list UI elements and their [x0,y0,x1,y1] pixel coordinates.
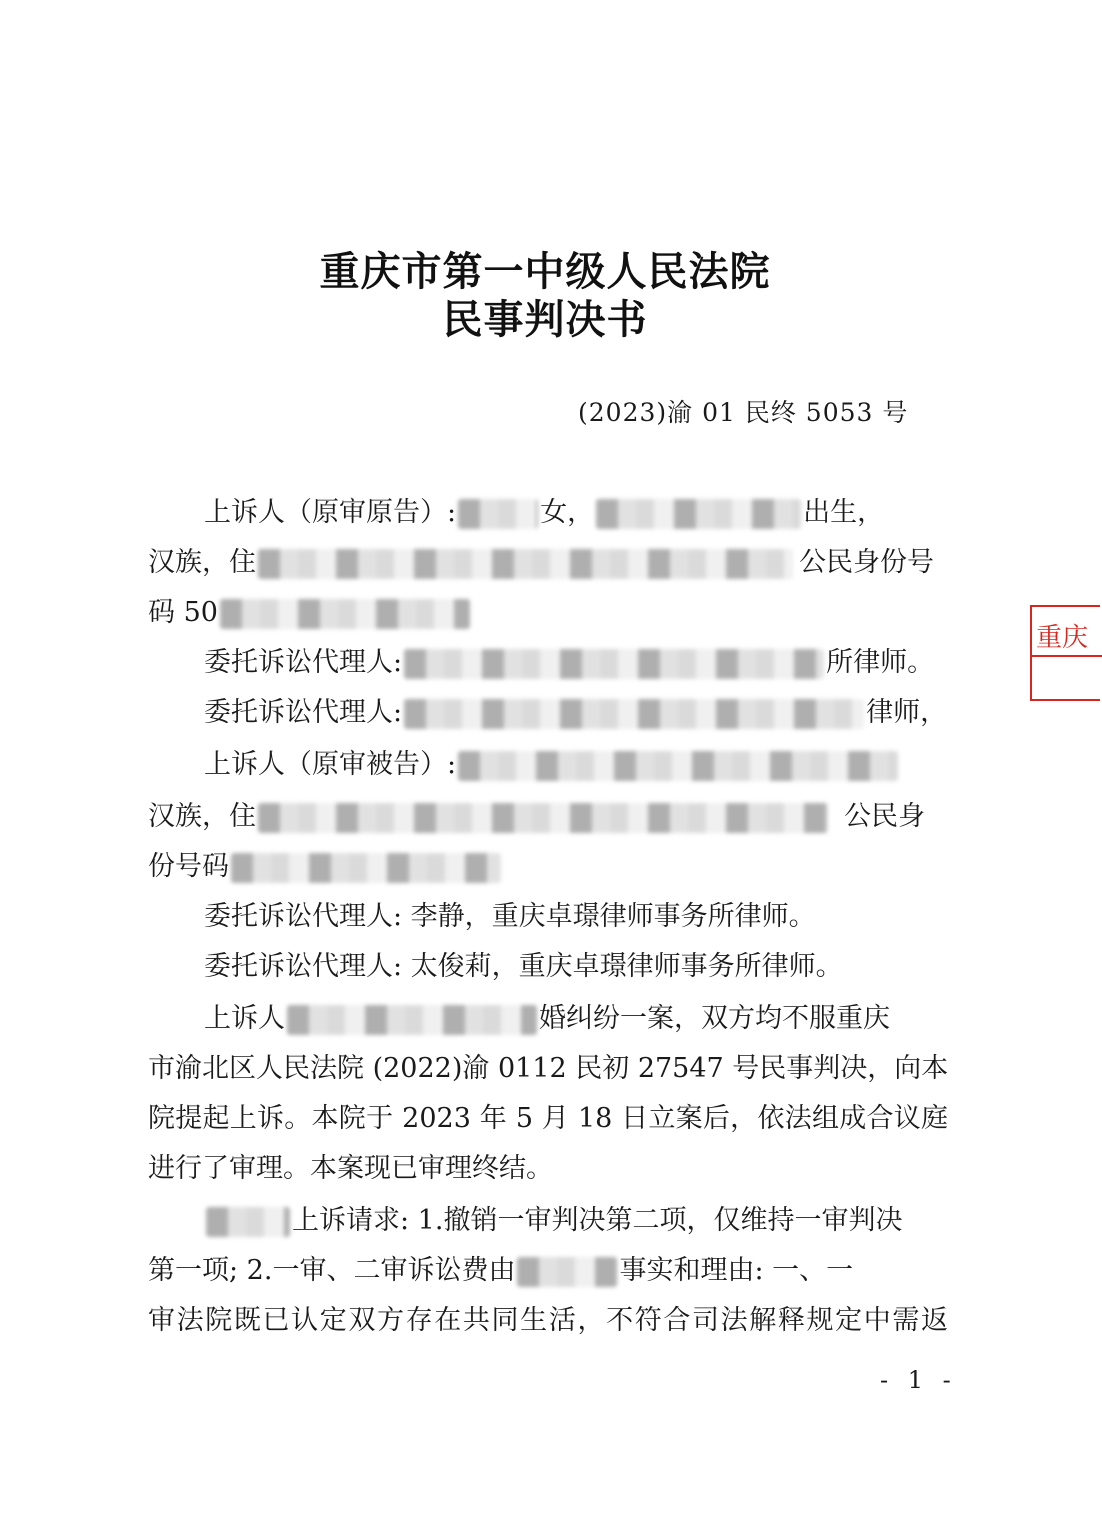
appellant2-address-line [148,794,948,840]
appellant1-born: 出生， [803,497,885,528]
para2-request: 上诉请求: 1.撤销一审判决第二项，仅维持一审判决 [292,1205,903,1236]
appellant1-id-label: 公民身份号 [799,547,934,578]
document-title: 民事判决书 [442,296,648,343]
appellant2-id-label: 公民身 [844,801,925,832]
stamp-text: 重庆 [1036,623,1089,653]
para1-line3: 院提起上诉。本院于 2023 年 5 月 18 日立案后，依法组成合议庭 [148,1103,948,1134]
para2-reasons: 事实和理由: 一、一 [619,1255,854,1286]
stamp-divider [1032,655,1102,657]
appellant2-id-cont: 份号码 [148,851,229,882]
para2-line3: 审法院既已认定双方存在共同生活，不符合司法解释规定中需返 [148,1305,948,1336]
appellant1-line [204,490,948,536]
appellant2-id-line [148,844,948,890]
redacted-address [258,549,793,579]
para1-line2: 市渝北区人民法院 (2022)渝 0112 民初 27547 号民事判决，向本 [148,1053,949,1084]
appellant2-ethnic: 汉族，住 [148,801,256,832]
para2-line1 [204,1198,948,1244]
agent3-line: 委托诉讼代理人: 李静，重庆卓璟律师事务所律师。 [204,901,816,932]
appellant1-ethnic: 汉族，住 [148,547,256,578]
redacted-id-number [220,599,470,629]
appellant1-id-line [148,590,948,636]
appellant1-gender: 女， [540,497,595,528]
redacted-agent2 [404,699,864,729]
appellant2-line [204,742,948,788]
para1-end: 婚纠纷一案，双方均不服重庆 [539,1003,890,1034]
para1-start: 上诉人 [204,1003,285,1034]
page-number: - 1 - [880,1366,957,1394]
court-name: 重庆市第一中级人民法院 [319,248,771,295]
redacted-appellant2 [458,751,898,781]
redacted-name [458,499,538,529]
para2-line2 [148,1248,948,1294]
agent2-line [204,690,948,736]
redacted-party [517,1257,617,1287]
agent1-label: 委托诉讼代理人: [204,647,403,678]
appellant1-address-line [148,540,948,586]
court-seal-stamp [1030,605,1100,701]
agent1-tail: 所律师。 [826,647,935,678]
appellant1-id-cont: 码 50 [148,597,218,628]
agent1-line [204,640,948,686]
redacted-birthdate [596,499,801,529]
redacted-appellant-name [206,1207,290,1237]
appellant2-label: 上诉人（原审被告）: [204,749,457,780]
case-number: (2023)渝 01 民终 5053 号 [578,398,909,427]
appellant1-label: 上诉人（原审原告）: [204,497,457,528]
redacted-agent1 [404,649,824,679]
para1-line1 [204,996,948,1042]
para1-line4: 进行了审理。本案现已审理终结。 [148,1153,553,1184]
redacted-parties [287,1005,537,1035]
agent2-tail: 律师， [866,697,948,728]
agent2-label: 委托诉讼代理人: [204,697,403,728]
redacted-id-number-2 [231,853,501,883]
redacted-address-2 [258,803,828,833]
agent4-line: 委托诉讼代理人: 太俊莉，重庆卓璟律师事务所律师。 [204,951,843,982]
para2-fee: 第一项; 2.一审、二审诉讼费由 [148,1255,516,1286]
